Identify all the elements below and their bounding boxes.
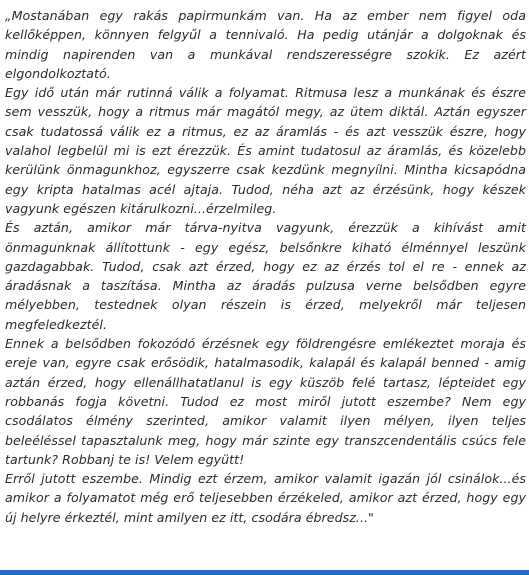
paragraph-rhythm: Egy idő után már rutinná válik a folyamat. Ritmusa lesz a munkának és észre sem vesszük, hogy a ritmus már magától megy, az ütem diktál. Aztán egyszer csak tudatossá válik ez a ritmus, ez az áramlás - és azt vesszük észre, hogy valahol legbelül mi is ezt érezzük. És amint tudatosul az áramlás, és közelebb kerülünk önmagunkhoz, egyszerre csak kezdünk megnyílni. Mintha kicsapódna egy kripta hatalmas acél ajtaja. Tudod, néha azt az érzésünk, hogy készek vagyunk egészen kitárulkozni...érzelmileg. [5, 85, 526, 216]
paragraph-intro: „Mostanában egy rakás papirmunkám van. Ha az ember nem figyel oda kellőképpen, könnyen felgyűl a tennivaló. Ha pedig utánjár a dolgoknak és mindig napirenden van a munkával rendszerességre szokik. Ez azért elgondolkoztató. [5, 8, 526, 81]
quote-text [5, 6, 526, 527]
paragraph-earthquake: Ennek a belsődben fokozódó érzésnek egy földrengésre emlékeztet moraja és ereje van, egyre csak erősödik, hatalmasodik, kalapál és kalapál benned - amig aztán érzed, hogy ellenállhatatlanul is egy küszöb felé tartasz, lépteidet egy robbanás fogja követni. Tudod ez most miről jutott eszembe? Nem egy csodálatos élmény szerinted, amikor valamit ilyen mélyen, ilyen teljes beleéléssel tapasztalunk meg, hogy már szinte egy transzcendentális csúcs fele tartunk? Robbanj te is! Velem együtt! [5, 336, 526, 467]
bottom-accent-bar [0, 570, 529, 575]
paragraph-closing: Erről jutott eszembe. Mindig ezt érzem, amikor valamit igazán jól csinálok...és amikor a folyamatot még erő teljesebben érzékeled, amikor azt érzed, hogy egy új helyre érkeztél, mint amilyen ez itt, csodára ébredsz..." [5, 471, 526, 525]
paragraph-opening: És aztán, amikor már tárva-nyitva vagyunk, érezzük a kihívást amit önmagunknak állítottunk - egy egész, belsőnkre kiható élménnyel leszünk gazdagabbak. Tudod, csak azt érzed, hogy ez az érzés tol el re - ennek az áradásnak a taszítása. Mintha az áradás pulzusa verne belsődben egyre mélyebben, testednek olyan részein is érzed, melyekről már teljesen megfeledkeztél. [5, 220, 526, 332]
